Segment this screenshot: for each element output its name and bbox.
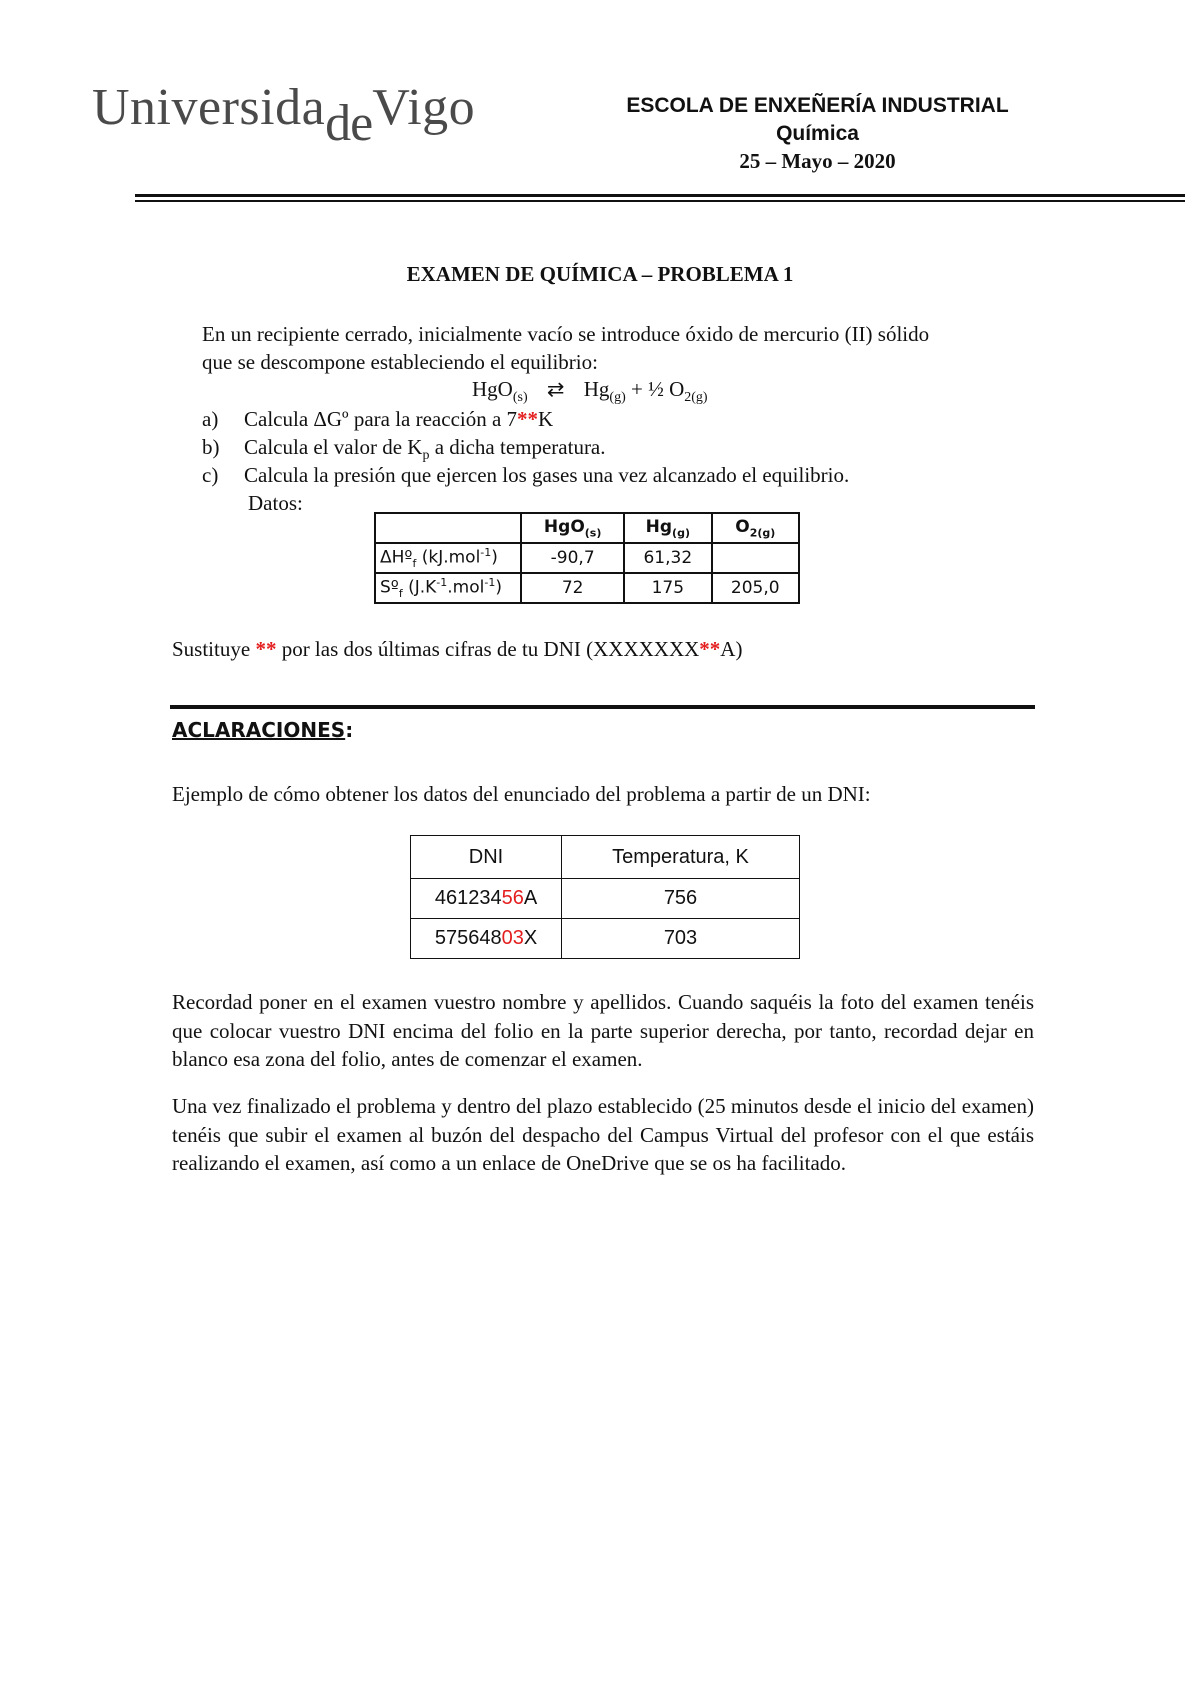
dni-example-table [410,835,800,959]
item-c: c) Calcula la presión que ejercen los gases una vez alcanzado el equilibrio. [202,463,850,487]
subject-name: Química [776,122,859,145]
thermo-data-table [374,512,800,604]
university-logo: UniversidadeVigo [92,79,476,152]
intro-line-2: que se descompone estableciendo el equilibrio: [202,350,598,374]
item-b: b) Calcula el valor de $K_p$ a dicha temperatura. [202,435,606,464]
table-header-row: HgO$_{(s)}$ $Hg_{(g)}$ $O_{2(g)}$ [375,513,799,543]
table-row: 46123456A 756 [411,879,800,919]
item-a: a) Calcula ΔGº para la reacción a 7**K [202,407,554,431]
header-rule-thin [135,200,1185,202]
table-header-row: DNI Temperatura, K [411,836,800,879]
note-paragraph-2: Una vez finalizado el problema y dentro del plazo establecido (25 minutos desde el inicio del examen) tenéis que subir el examen al buzón del despacho del Campus Virtual del profesor con el que estáis realizando el examen, así como a un enlace de OneDrive que se os ha facilitado. [172,1094,1034,1175]
note-paragraph-1: Recordad poner en el examen vuestro nombre y apellidos. Cuando saquéis la foto del examen tenéis que colocar vuestro DNI encima del folio en la parte superior derecha, por tanto, recordad dejar en blanco esa zona del folio, antes de comenzar el examen. [172,990,1034,1071]
datos-label: Datos: [248,491,303,515]
section-divider [170,705,1035,709]
table-row: Sº$_f$ $(J.K^{-1}.mol^{-1})$ 72 175 205,0 [375,573,799,603]
header-rule [135,194,1185,197]
school-name: ESCOLA DE ENXEÑERÍA INDUSTRIAL [626,94,1009,117]
exam-date: 25 – Mayo – 2020 [739,149,896,173]
dni-instruction: Sustituye ** por las dos últimas cifras de tu DNI (XXXXXXX**A) [172,637,743,661]
example-text: Ejemplo de cómo obtener los datos del enunciado del problema a partir de un DNI: [172,782,871,806]
intro-line-1: En un recipiente cerrado, inicialmente vacío se introduce óxido de mercurio (II) sólido [202,322,930,346]
problem-title: EXAMEN DE QUÍMICA – PROBLEMA 1 [406,262,794,286]
equilibrium-equation: HgO$_{(s)}$ ⇄ $Hg_{(g)}$ + ½ $O_{2(g)}$ [472,377,708,406]
table-row: ΔHº$_f$ (kJ.mol$^{-1}$) -90,7 61,32 [375,543,799,573]
aclaraciones-heading: ACLARACIONES: [172,718,354,742]
table-row: 57564803X 703 [411,919,800,959]
equilibrium-arrow-icon: ⇄ [546,377,565,401]
